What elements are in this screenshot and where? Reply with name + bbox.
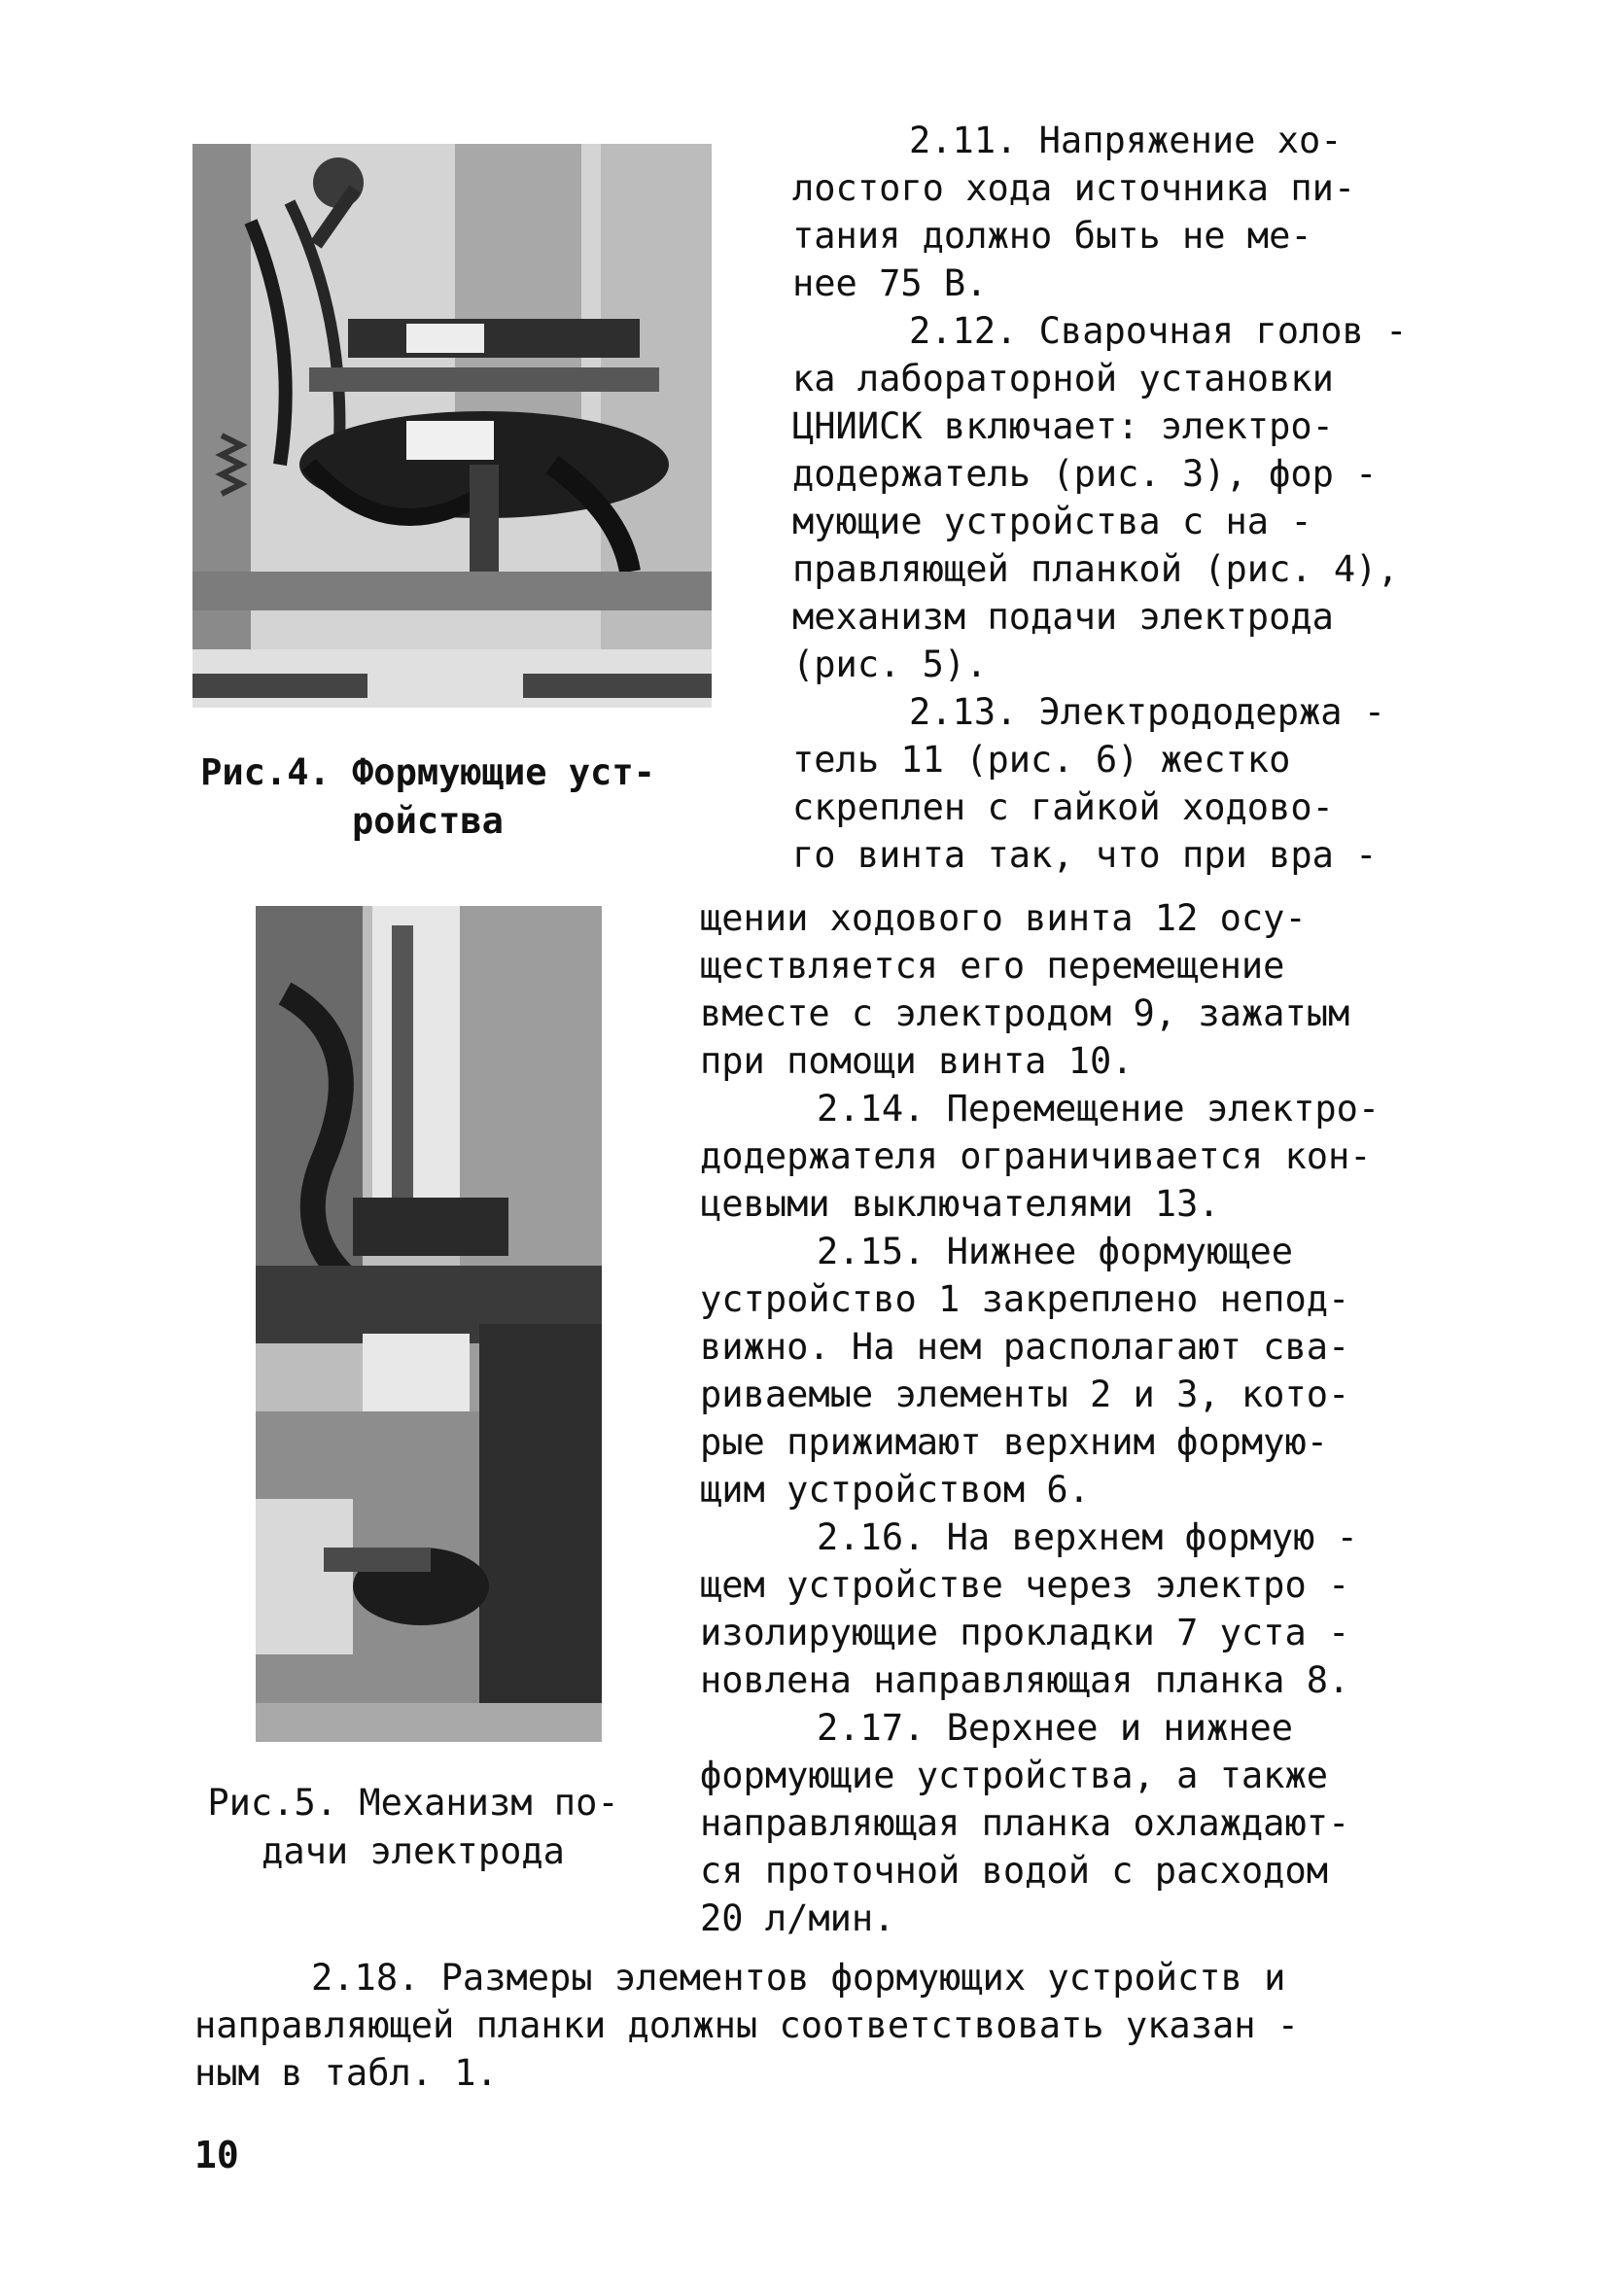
- figure-4-caption-line-1: Рис.4. Формующие уст-: [200, 751, 655, 793]
- text-line: 2.18. Размеры элементов формующих устройств и: [311, 1957, 1286, 1999]
- text-line: при помощи винта 10.: [700, 1040, 1134, 1082]
- text-line: щении ходового винта 12 осу-: [700, 897, 1307, 939]
- text-line: новлена направляющая планка 8.: [700, 1659, 1350, 1701]
- text-column-middle: [700, 894, 1439, 1942]
- text-line: ЦНИИСК включает: электро-: [792, 405, 1334, 447]
- text-line: го винта так, что при вра -: [792, 834, 1378, 876]
- figure-4-illustration: [192, 144, 712, 708]
- figure-4-caption-line-2: ройства: [352, 800, 504, 842]
- text-line: нее 75 В.: [792, 262, 988, 304]
- text-line: скреплен с гайкой ходово-: [792, 786, 1334, 828]
- text-line: направляющей планки должны соответствовать указан -: [194, 2004, 1300, 2046]
- text-line: ществляется его перемещение: [700, 945, 1285, 987]
- text-column-right: [792, 117, 1424, 879]
- text-line: лостого хода источника пи-: [792, 167, 1356, 209]
- text-line: мующие устройства с на -: [792, 501, 1312, 542]
- text-line: риваемые элементы 2 и 3, кото-: [700, 1374, 1350, 1415]
- text-line: 2.16. На верхнем формую -: [817, 1516, 1358, 1558]
- page-number: 10: [194, 2134, 239, 2176]
- text-line: вместе с электродом 9, зажатым: [700, 992, 1350, 1034]
- text-line: цевыми выключателями 13.: [700, 1183, 1220, 1225]
- figure-5-illustration: [256, 906, 602, 1742]
- text-line: направляющая планка охлаждают-: [700, 1802, 1350, 1844]
- text-line: изолирующие прокладки 7 уста -: [700, 1612, 1350, 1653]
- text-line: механизм подачи электрода: [792, 596, 1334, 638]
- text-line: 2.12. Сварочная голов -: [909, 310, 1408, 352]
- text-paragraph-bottom: [194, 1954, 1449, 2097]
- text-line: формующие устройства, а также: [700, 1755, 1329, 1796]
- text-line: 2.11. Напряжение хо-: [909, 120, 1343, 161]
- text-line: тель 11 (рис. 6) жестко: [792, 739, 1291, 781]
- text-line: ным в табл. 1.: [194, 2052, 498, 2094]
- text-line: тания должно быть не ме-: [792, 215, 1312, 257]
- text-line: (рис. 5).: [792, 644, 988, 685]
- text-line: 2.15. Нижнее формующее: [817, 1231, 1294, 1272]
- text-line: щим устройством 6.: [700, 1469, 1090, 1511]
- text-line: ся проточной водой с расходом: [700, 1850, 1329, 1892]
- text-line: устройство 1 закреплено непод-: [700, 1278, 1350, 1320]
- figure-4-caption: [146, 748, 710, 846]
- figure-5-caption: [185, 1779, 642, 1876]
- text-line: щем устройстве через электро -: [700, 1564, 1350, 1606]
- figure-5-caption-line-1: Рис.5. Механизм по-: [207, 1782, 619, 1824]
- text-line: 2.14. Перемещение электро-: [817, 1088, 1381, 1130]
- figure-4-photo: [192, 144, 712, 708]
- figure-5-photo: [256, 906, 602, 1742]
- text-line: вижно. На нем располагают сва-: [700, 1326, 1350, 1368]
- text-line: додержателя ограничивается кон-: [700, 1135, 1372, 1177]
- text-line: 2.17. Верхнее и нижнее: [817, 1707, 1294, 1749]
- text-line: додержатель (рис. 3), фор -: [792, 453, 1378, 495]
- text-line: правляющей планкой (рис. 4),: [792, 548, 1399, 590]
- text-line: рые прижимают верхним формую-: [700, 1421, 1329, 1463]
- text-line: ка лабораторной установки: [792, 358, 1334, 400]
- text-line: 20 л/мин.: [700, 1897, 895, 1939]
- figure-5-caption-line-2: дачи электрода: [262, 1830, 565, 1872]
- text-line: 2.13. Электрододержа -: [909, 691, 1386, 733]
